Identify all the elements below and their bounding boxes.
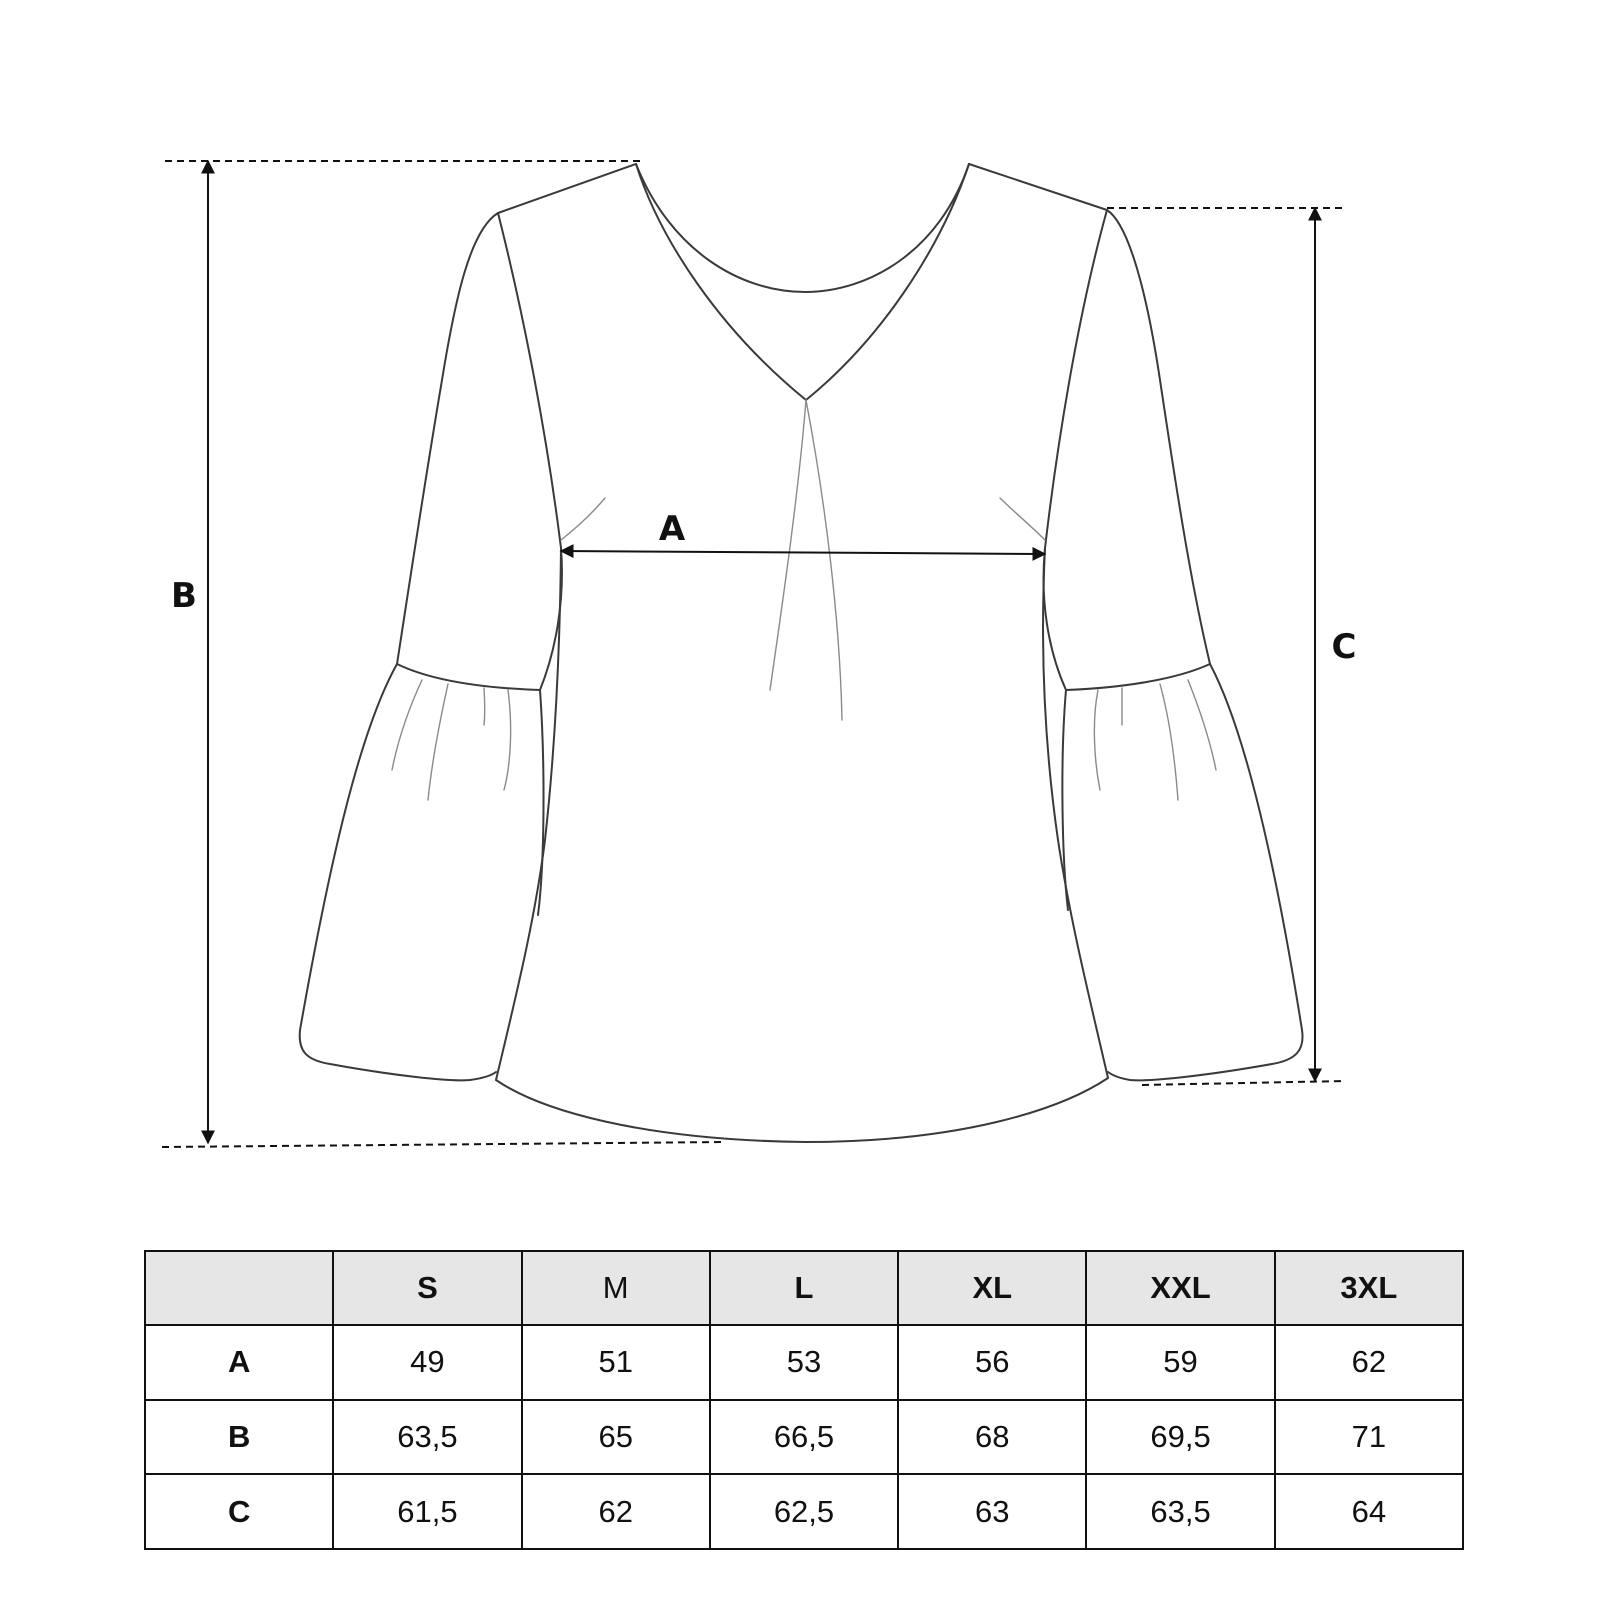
- garment-right-fold-3: [1160, 684, 1178, 800]
- garment-left-flare: [300, 664, 496, 1080]
- table-row-a: [145, 1325, 1463, 1400]
- cell-a-m: 51: [522, 1325, 710, 1400]
- size-header-m: M: [522, 1251, 710, 1325]
- cell-b-l: 66,5: [710, 1400, 898, 1475]
- garment-left-fold-1: [392, 680, 422, 770]
- garment-right-shoulder: [969, 164, 1107, 210]
- dimension-b-label: B: [171, 576, 197, 616]
- size-header-xl: XL: [898, 1251, 1086, 1325]
- dimension-b-bottom-guide: [162, 1142, 725, 1147]
- cell-a-s: 49: [333, 1325, 521, 1400]
- garment-v-neck: [636, 164, 969, 400]
- size-header-s: S: [333, 1251, 521, 1325]
- garment-right-cuff-seam: [1066, 664, 1210, 690]
- dimension-a-label: A: [658, 509, 686, 549]
- cell-c-s: 61,5: [333, 1474, 521, 1549]
- size-header-xxl: XXL: [1086, 1251, 1274, 1325]
- cell-a-3xl: 62: [1275, 1325, 1463, 1400]
- garment-left-shoulder: [498, 164, 636, 213]
- cell-b-xxl: 69,5: [1086, 1400, 1274, 1475]
- size-header-row: [145, 1251, 1463, 1325]
- table-row-c: [145, 1474, 1463, 1549]
- dimension-c-bottom-guide: [1142, 1081, 1345, 1085]
- cell-c-xxl: 63,5: [1086, 1474, 1274, 1549]
- row-label-a: A: [145, 1325, 333, 1400]
- cell-a-xl: 56: [898, 1325, 1086, 1400]
- garment-right-sleeve-upper: [1107, 210, 1210, 664]
- garment-right-sleeve-armhole: [1044, 210, 1107, 690]
- row-label-c: C: [145, 1474, 333, 1549]
- garment-left-sleeve-armhole: [498, 213, 562, 690]
- garment-left-fold-4: [504, 690, 511, 790]
- size-chart-table: [144, 1250, 1464, 1550]
- table-corner-cell: [145, 1251, 333, 1325]
- table-row-b: [145, 1400, 1463, 1475]
- garment-left-fold-3: [484, 688, 485, 725]
- dimension-a-line: [561, 551, 1045, 554]
- cell-b-m: 65: [522, 1400, 710, 1475]
- dimension-c-label: C: [1331, 627, 1357, 667]
- garment-left-side: [496, 548, 561, 1080]
- cell-c-m: 62: [522, 1474, 710, 1549]
- garment-left-sleeve-upper: [397, 213, 498, 664]
- garment-right-fold-4: [1188, 680, 1216, 770]
- garment-right-side: [1043, 548, 1108, 1078]
- cell-c-3xl: 64: [1275, 1474, 1463, 1549]
- cell-a-xxl: 59: [1086, 1325, 1274, 1400]
- cell-a-l: 53: [710, 1325, 898, 1400]
- garment-hem: [496, 1078, 1108, 1142]
- garment-pleat-right: [806, 400, 842, 720]
- cell-b-3xl: 71: [1275, 1400, 1463, 1475]
- cell-b-s: 63,5: [333, 1400, 521, 1475]
- garment-right-fold-1: [1094, 690, 1100, 790]
- garment-bust-dart-right: [1000, 498, 1045, 540]
- cell-c-l: 62,5: [710, 1474, 898, 1549]
- garment-pleat-left: [770, 400, 806, 690]
- garment-neckline: [636, 164, 969, 292]
- garment-left-fold-2: [428, 684, 448, 800]
- row-label-b: B: [145, 1400, 333, 1475]
- size-header-3xl: 3XL: [1275, 1251, 1463, 1325]
- garment-bust-dart-left: [561, 498, 605, 540]
- cell-c-xl: 63: [898, 1474, 1086, 1549]
- size-header-l: L: [710, 1251, 898, 1325]
- cell-b-xl: 68: [898, 1400, 1086, 1475]
